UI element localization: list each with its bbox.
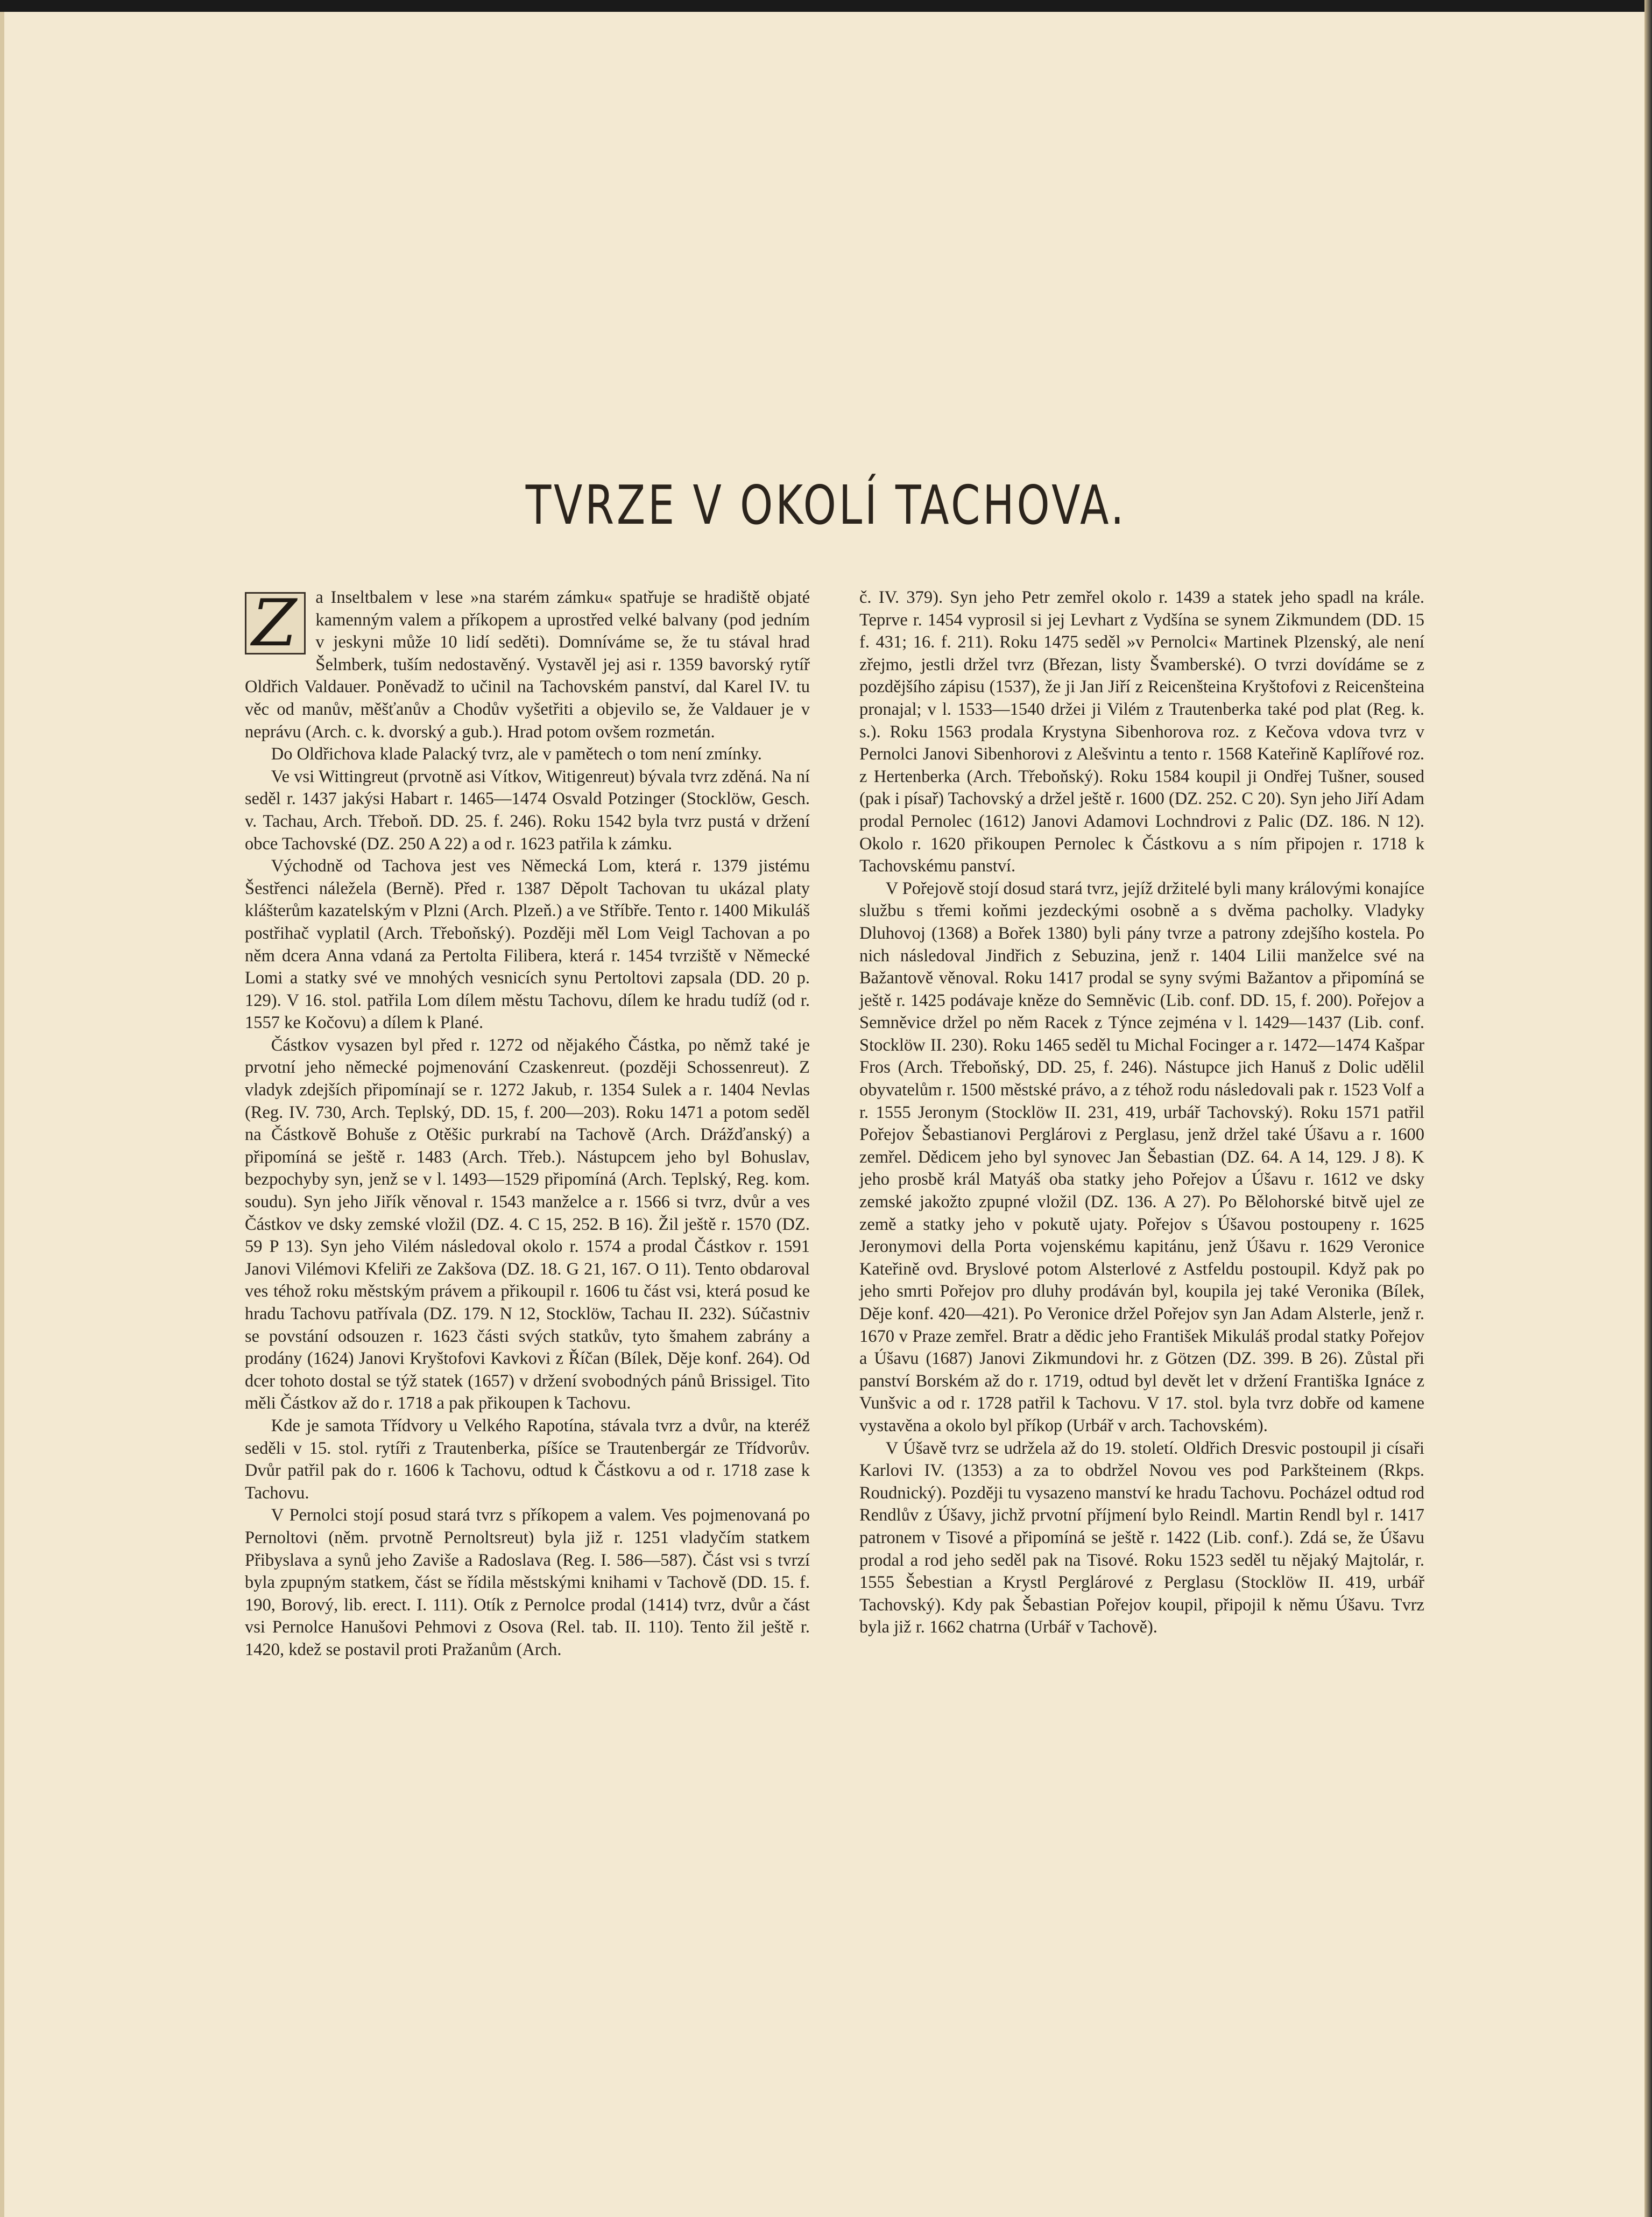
paragraph-castkov: Částkov vysazen byl před r. 1272 od nějakého Částka, po němž také je prvotní jeho německé pojmenování Czaskenreut. (později Schossenreut). Z vladyk zdejších připomínají se r. 1272 Jakub, r. 1354 Sulek a r. 1404 Nevlas (Reg. IV. 730, Arch. Teplský, DD. 15, f. 200—203). Roku 1471 a potom seděl na Částkově Bohuše z Otěšic purkrabí na Tachově (Arch. Drážďanský) a připomíná se ještě r. 1483 (Arch. Třeb.). Nástupcem jeho byl Bohuslav, bezpochyby syn, jenž se v l. 1493—1529 připomíná (Arch. Teplský, Reg. kom. soudu). Syn jeho Jiřík věnoval r. 1543 manželce a r. 1566 si tvrz, dvůr a ves Částkov ve dsky zemské vložil (DZ. 4. C 15, 252. B 16). Žil ještě r. 1570 (DZ. 59 P 13). Syn jeho Vilém následoval okolo r. 1574 a prodal Částkov r. 1591 Janovi Vilémovi Kfeliři ze Zakšova (DZ. 18. G 21, 167. O 11). Tento obdaroval ves téhož roku městským právem a přikoupil r. 1606 tu část vsi, která posud ke hradu Tachovu patřívala (DZ. 179. N 12, Stocklöw, Tachau II. 232). Súčastniv se povstání odsouzen r. 1623 části svých statkův, tyto šmahem zabrány a prodány (1624) Janovi Kryštofovi Kavkovi z Říčan (Bílek, Děje konf. 264). Od dcer tohoto dostal se týž statek (1657) v držení svobodných pánů Brissigel. Tito měli Částkov až do r. 1718 a pak přikoupen k Tachovu. (245, 1035, 810, 1413)
page-right-edge (1644, 0, 1652, 2217)
paragraph-nemecka-lom: Východně od Tachova jest ves Německá Lom, která r. 1379 jistému Šestřenci náležela (Berně). Před r. 1387 Děpolt Tachovan tu ukázal platy klášterům kazatelským v Plzni (Arch. Plzeň.) a ve Stříbře. Tento r. 1400 Mikuláš postřihač vyplatil (Arch. Třeboňský). Později měl Lom Veigl Tachovan a po něm dcera Anna vdaná za Pertolta Filibera, která r. 1454 tvrziště v Německé Lomi a statky své ve mnohých vesnicích synu Pertoltovi zapsala (DD. 20 p. 129). V 16. stol. patřila Lom dílem městu Tachovu, dílem ke hradu tudíž (od r. 1557 ke Kočovu) a dílem k Plané. (245, 856, 810, 1033)
paragraph-usava: V Úšavě tvrz se udržela až do 19. století. Oldřich Dresvic postoupil ji císaři Karlovi IV. (1353) a za to obdržel Novou ves pod Parkšteinem (Rkps. Roudnický). Později tu vysazeno manství ke hradu Tachovu. Pocházel odtud rod Rendlův z Úšavy, jichž prvotní příjmení bylo Reindl. Martin Rendl byl r. 1417 patronem v Tisové a připomíná se ještě r. 1422 (Lib. conf.). Zdá se, že Úšavu prodal a rod jeho seděl pak na Tisové. Roku 1523 seděl tu nějaký Majtolár, r. 1555 Šebestian a Krystl Perglárové z Perglasu (Stocklöw II. 419, urbář Tachovský). Kdy pak Šebastian Pořejov koupil, připojil k němu Úšavu. Tvrz byla již r. 1662 chatrna (Urbář v Tachově). (859, 1438, 1424, 1637)
paragraph-text: a Inseltbalem v lese »na starém zámku« spatřuje se hradiště objaté kamenným valem a příkopem a uprostřed velké balvany (pod jedním v jeskyni může 10 lidí seděti). Domníváme se, že tu stával hrad Šelmberk, tuším nedostavěný. Vystavěl jej asi r. 1359 bavorský rytíř Oldřich Valdauer. Poněvadž to učinil na Tachovském panství, dal Karel IV. tu věc od manův, měšťanův a Chodův vyšetřiti a objevilo se, že Valdauer je v neprávu (Arch. c. k. dvorský a gub.). Hrad potom ovšem rozmetán. (245, 588, 810, 742)
paragraph-wittingreut: Ve vsi Wittingreut (prvotně asi Vítkov, Witigenreut) bývala tvrz zděná. Na ní seděl r. 1437 jakýsi Habart r. 1465—1474 Osvald Potzinger (Stocklöw, Gesch. v. Tachau, Arch. Třeboň. DD. 25. f. 246). Roku 1542 byla tvrz pustá v držení obce Tachovské (DZ. 250 A 22) a od r. 1623 patřila k zámku. (245, 766, 810, 854)
right-text-column (859, 587, 1424, 1639)
paragraph-pernolec-cont: č. IV. 379). Syn jeho Petr zemřel okolo r. 1439 a statek jeho spadl na krále. Teprve r. 1454 vyprosil si jej Levhart z Vydšína se synem Zikmundem (DD. 15 f. 431; 16. f. 211). Roku 1475 seděl »v Pernolci« Martinek Plzenský, ale není zřejmo, jestli držel tvrz (Březan, listy Švamberské). O tvrzi dovídáme se z pozdějšího zápisu (1537), že ji Jan Jiří z Reicenšteina Kryštofovi z Reicenšteina pronajal; v l. 1533—1540 držei ji Vilém z Trautenberka také pod plat (Reg. k. s.). Roku 1563 prodala Krystyna Sibenhorova roz. z Kečova vdova tvrz v Pernolci Janovi Sibenhorovi z Alešvintu a tento r. 1568 Kateřině Kaplířové roz. z Hertenberka (Arch. Třeboňský). Roku 1584 koupil ji Ondřej Tušner, soused (pak i písař) Tachovský a držel ještě r. 1600 (DZ. 252. C 20). Syn jeho Jiří Adam prodal Pernolec (1612) Janovi Adamovi Lochndrovi z Palic (DZ. 186. N 12). Okolo r. 1620 přikoupen Pernolec k Částkovu a s ním připojen r. 1718 k Tachovskému panství. (859, 588, 1424, 876)
left-text-column (245, 587, 810, 1662)
page-title: TVRZE V OKOLÍ TACHOVA. (525, 474, 1127, 537)
page-left-edge (0, 0, 4, 2217)
paragraph-pernolec: V Pernolci stojí posud stará tvrz s příkopem a valem. Ves pojmenovaná po Pernoltovi (něm. prvotně Pernoltsreut) byla již r. 1251 vladyčím statkem Přibyslava a synů jeho Zaviše a Radoslava (Reg. I. 586—587). Část vsi s tvrzí byla zpupným statkem, část se řídila městskými knihami v Tachově (DD. 15. f. 190, Borový, lib. erect. I. 111). Otík z Pernolce prodal (1414) tvrz, dvůr a část vsi Pernolce Hanušovi Pehmovi z Osova (Rel. tab. II. 110). Tento žil ještě r. 1420, kdež se postavil proti Pražanům (Arch. (245, 1505, 810, 1659)
scan-top-border (0, 0, 1652, 12)
drop-cap: Z (245, 592, 306, 654)
paragraph-selmberk (245, 587, 810, 743)
paragraph-tridvory: Kde je samota Třídvory u Velkého Rapotína, stávala tvrz a dvůr, na kteréž seděli v 15. stol. rytíři z Trautenberka, píšíce se Trautenbergár ze Třídvorův. Dvůr patřil pak do r. 1606 k Tachovu, odtud k Částkovu a od r. 1718 zase k Tachovu. (245, 1416, 810, 1503)
paragraph-porejov: V Pořejově stojí dosud stará tvrz, jejíž držitelé byli many královými konajíce službu s třemi koňmi jezdeckými osobně a s dvěma pacholky. Vladyky Dluhovoj (1368) a Bořek 1380) byli pány tvrze a patrony zdejšího kostela. Po nich následoval Jindřich z Sebuzina, jenž r. 1404 Lilii manželce své na Bažantově věnoval. Roku 1417 prodal se syny svými Bažantov a připomíná se ještě r. 1425 podávaje kněze do Semněvic (Lib. conf. DD. 15, f. 200). Pořejov a Semněvice držel po něm Racek z Týnce zejména v l. 1429—1437 (Lib. conf. Stocklöw II. 230). Roku 1465 seděl tu Michal Focinger a r. 1472—1474 Kašpar Fros (Arch. Třeboňský, DD. 25, f. 246). Nástupce jich Hanuš z Dolic udělil obyvatelům r. 1500 městské právo, a z téhož rodu následovali pak r. 1523 Volf a r. 1555 Jeronym (Stocklöw II. 231, 419, urbář Tachovský). Roku 1571 patřil Pořejov Šebastianovi Perglárovi z Perglasu, jenž držel také Úšavu a r. 1600 zemřel. Dědicem jeho byl synovec Jan Šebastian (DZ. 64. A 14, 129. J 8). K jeho prosbě král Matyáš oba statky jeho Pořejov a Úšavu r. 1612 ve dsky zemské jakožto zpupné vložil (DZ. 136. A 27). Po Bělohorské bitvě ujel ze země a statky jeho v pokutě ujaty. Pořejov s Úšavou postoupeny r. 1625 Jeronymovi della Porta vojenskému kapitánu, jenž Úšavu r. 1629 Veronice Kateřině ovd. Bryslové potom Alsterlové z Astfeldu postoupil. Když pak po jeho smrti Pořejov pro dluhy prodáván byl, koupila jej také Veronika (Bílek, Děje konf. 420—421). Po Veronice držel Pořejov syn Jan Adam Alsterle, jenž r. 1670 v Praze zemřel. Bratr a dědic jeho František Mikuláš prodal statky Pořejov a Úšavu (1687) Janovi Zikmundovi hr. z Götzen (DZ. 399. B 26). Zůstal při panství Borském až do r. 1719, odtud byl devět let v držení Františka Ignáce z Vunšvic a od r. 1728 patřil k Tachovu. V 17. stol. byla tvrz dobře od kamene vystavěna a okolo byl příkop (Urbář v arch. Tachovském). (859, 878, 1424, 1435)
paragraph-oldrichov: Do Oldřichova klade Palacký tvrz, ale v pamětech o tom není zmínky. (271, 744, 762, 764)
